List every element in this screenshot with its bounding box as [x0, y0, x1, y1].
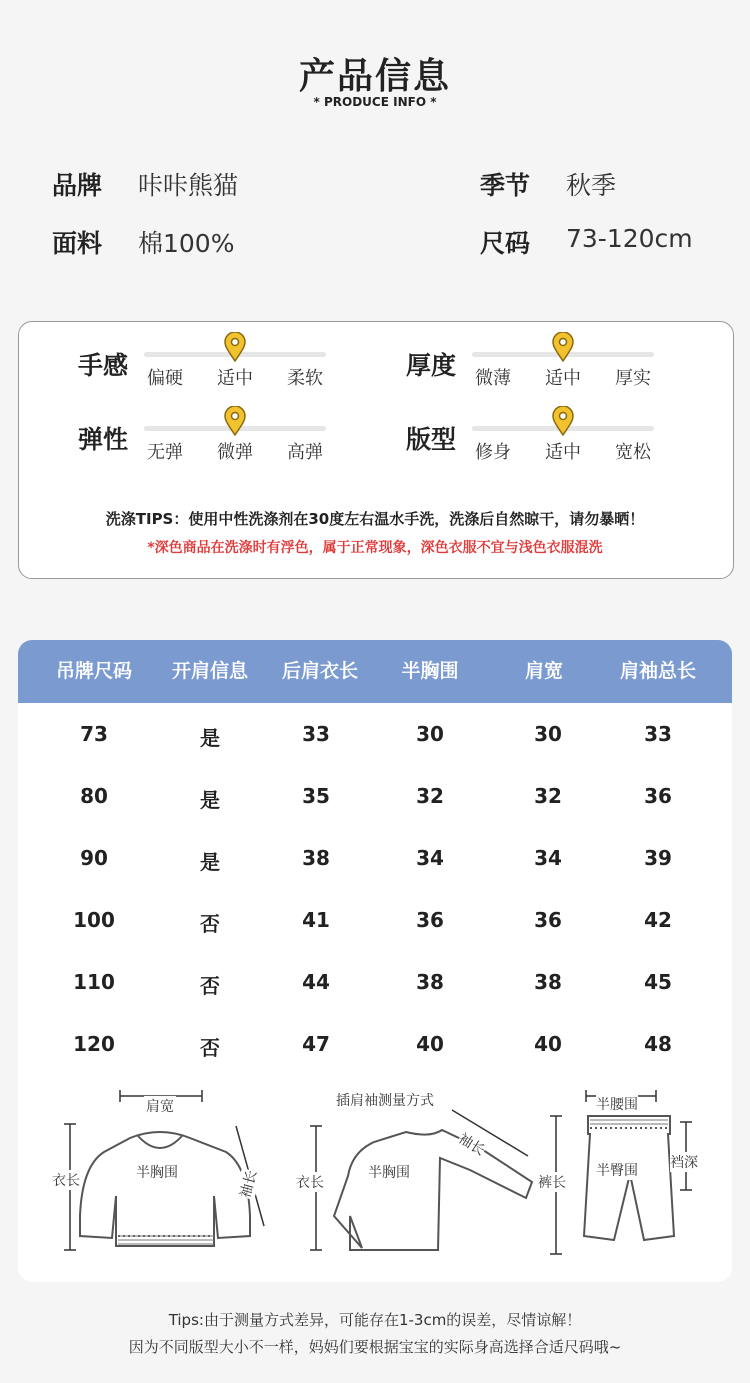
attribute-option: 适中 — [217, 368, 253, 389]
table-cell: 38 — [534, 970, 562, 994]
location-pin-icon — [551, 406, 575, 436]
brand-label: 品牌 — [52, 171, 103, 200]
pants-rise-label: 裆深 — [670, 1152, 698, 1172]
table-cell: 48 — [644, 1032, 672, 1056]
header-sleeve-total: 肩袖总长 — [619, 660, 696, 682]
attribute-name: 弹性 — [78, 425, 129, 454]
table-cell: 否 — [200, 974, 220, 998]
header-shoulder-width: 肩宽 — [524, 660, 563, 682]
sweater-length-label: 衣长 — [52, 1170, 80, 1190]
table-cell: 90 — [80, 846, 108, 870]
table-cell: 38 — [302, 846, 330, 870]
location-pin-icon — [551, 332, 575, 362]
table-cell: 47 — [302, 1032, 330, 1056]
footer-note-2: 因为不同版型大小不一样，妈妈们要根据宝宝的实际身高选择合适尺码哦~ — [128, 1338, 622, 1356]
table-cell: 40 — [416, 1032, 444, 1056]
header-shoulder-open: 开肩信息 — [171, 660, 248, 682]
fabric-value: 棉100% — [138, 229, 235, 258]
table-cell: 36 — [534, 908, 562, 932]
raglan-sleeve-label: 袖长 — [455, 1128, 489, 1160]
attribute-option: 无弹 — [147, 442, 183, 463]
table-cell: 40 — [534, 1032, 562, 1056]
table-cell: 45 — [644, 970, 672, 994]
page-title: 产品信息 — [298, 56, 451, 97]
table-cell: 36 — [416, 908, 444, 932]
pants-hip-label: 半臀围 — [596, 1160, 638, 1180]
page-subtitle: * PRODUCE INFO * — [313, 95, 437, 109]
size-label: 尺码 — [480, 229, 531, 258]
table-cell: 36 — [644, 784, 672, 808]
header-half-chest: 半胸围 — [401, 660, 459, 682]
table-cell: 30 — [416, 722, 444, 746]
table-cell: 是 — [200, 850, 220, 874]
header-back-length: 后肩衣长 — [281, 660, 358, 682]
attribute-option: 宽松 — [615, 442, 651, 463]
table-cell: 35 — [302, 784, 330, 808]
table-cell: 100 — [73, 908, 115, 932]
sweater-sleeve-label: 袖长 — [235, 1168, 262, 1200]
table-cell: 是 — [200, 788, 220, 812]
table-cell: 否 — [200, 912, 220, 936]
table-cell: 33 — [302, 722, 330, 746]
table-cell: 38 — [416, 970, 444, 994]
table-cell: 73 — [80, 722, 108, 746]
attribute-option: 厚实 — [615, 368, 651, 389]
attribute-name: 手感 — [78, 351, 129, 380]
attribute-option: 高弹 — [287, 442, 323, 463]
season-label: 季节 — [480, 171, 531, 200]
table-cell: 41 — [302, 908, 330, 932]
table-cell: 39 — [644, 846, 672, 870]
table-cell: 44 — [302, 970, 330, 994]
table-cell: 33 — [644, 722, 672, 746]
attribute-option: 适中 — [545, 368, 581, 389]
table-cell: 110 — [73, 970, 115, 994]
brand-value: 咔咔熊猫 — [138, 171, 239, 200]
raglan-chest-label: 半胸围 — [368, 1162, 410, 1182]
table-cell: 32 — [416, 784, 444, 808]
pants-length-label: 裤长 — [538, 1172, 566, 1192]
pants-waist-label: 半腰围 — [596, 1094, 638, 1114]
size-table — [18, 640, 732, 1282]
size-value: 73-120cm — [566, 224, 693, 253]
care-warning: *深色商品在洗涤时有浮色，属于正常现象，深色衣服不宜与浅色衣服混洗 — [147, 540, 603, 556]
attribute-option: 适中 — [545, 442, 581, 463]
attribute-name: 版型 — [406, 425, 457, 454]
attribute-option: 微薄 — [475, 368, 511, 389]
attribute-option: 柔软 — [287, 368, 323, 389]
table-cell: 80 — [80, 784, 108, 808]
table-cell: 120 — [73, 1032, 115, 1056]
footer-note-1: Tips:由于测量方式差异，可能存在1-3cm的误差，尽情谅解！ — [168, 1311, 582, 1329]
attribute-option: 修身 — [475, 442, 511, 463]
table-cell: 34 — [416, 846, 444, 870]
care-tips: 洗涤TIPS：使用中性洗涤剂在30度左右温水手洗，洗涤后自然晾干，请勿暴晒！ — [105, 510, 645, 528]
table-cell: 32 — [534, 784, 562, 808]
sweater-chest-label: 半胸围 — [136, 1162, 178, 1182]
attribute-option: 偏硬 — [147, 368, 183, 389]
season-value: 秋季 — [566, 171, 617, 200]
table-cell: 34 — [534, 846, 562, 870]
sweater-shoulder-label: 肩宽 — [144, 1096, 176, 1116]
table-cell: 30 — [534, 722, 562, 746]
attribute-name: 厚度 — [406, 351, 457, 380]
fabric-label: 面料 — [52, 229, 103, 258]
table-cell: 42 — [644, 908, 672, 932]
location-pin-icon — [223, 406, 247, 436]
raglan-length-label: 衣长 — [296, 1172, 324, 1192]
location-pin-icon — [223, 332, 247, 362]
table-header — [18, 640, 732, 703]
raglan-title: 插肩袖测量方式 — [336, 1093, 434, 1109]
attribute-option: 微弹 — [217, 442, 253, 463]
header-tag-size: 吊牌尺码 — [55, 660, 132, 682]
table-cell: 是 — [200, 726, 220, 750]
table-cell: 否 — [200, 1036, 220, 1060]
